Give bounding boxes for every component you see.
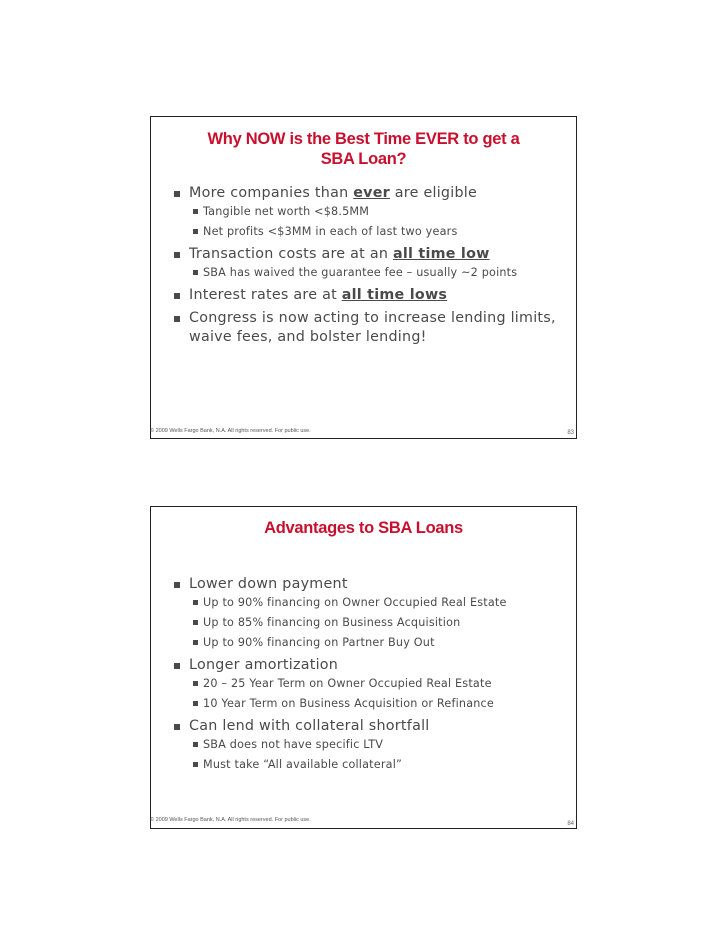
emphasis-all-time-lows: all time lows xyxy=(341,287,448,303)
sub-bullet: 10 Year Term on Business Acquisition or Refinance xyxy=(189,697,568,711)
bullet-list xyxy=(171,184,568,351)
slide-title xyxy=(151,129,576,169)
emphasis-all-time-low: all time low xyxy=(392,246,490,262)
bullet-text: Lower down payment xyxy=(189,576,348,592)
slide-title-line-1: Why NOW is the Best Time EVER to get a xyxy=(207,130,520,148)
emphasis-ever: ever xyxy=(353,185,390,201)
sub-bullet-list xyxy=(189,738,568,772)
bullet-lower-down-payment xyxy=(171,575,568,650)
bullet-longer-amortization xyxy=(171,656,568,711)
slide-84 xyxy=(150,506,577,829)
copyright-footer: © 2009 Wells Fargo Bank, N.A. All rights reserved. For public use. xyxy=(150,817,311,823)
sub-bullet: Up to 90% financing on Owner Occupied Real Estate xyxy=(189,596,568,610)
sub-bullet: 20 – 25 Year Term on Owner Occupied Real Estate xyxy=(189,677,568,691)
bullet-eligible xyxy=(171,184,568,239)
bullet-text: Interest rates are at xyxy=(189,287,342,303)
sub-bullet: SBA has waived the guarantee fee – usually ~2 points xyxy=(189,266,568,280)
bullet-text: Can lend with collateral shortfall xyxy=(189,718,430,734)
slide-title-line-2: SBA Loan? xyxy=(320,150,407,168)
sub-bullet-list xyxy=(189,205,568,239)
sub-bullet: Up to 90% financing on Partner Buy Out xyxy=(189,636,568,650)
sub-bullet: Must take “All available collateral” xyxy=(189,758,568,772)
page-number: 84 xyxy=(567,821,574,827)
slide-title: Advantages to SBA Loans xyxy=(264,519,463,537)
sub-bullet: Tangible net worth <$8.5MM xyxy=(189,205,568,219)
bullet-transaction-costs xyxy=(171,245,568,280)
sub-bullet-list xyxy=(189,677,568,711)
sub-bullet: Up to 85% financing on Business Acquisition xyxy=(189,616,568,630)
bullet-text: More companies than xyxy=(189,185,354,201)
bullet-text: Longer amortization xyxy=(189,657,339,673)
sub-bullet: Net profits <$3MM in each of last two years xyxy=(189,225,568,239)
bullet-interest-rates xyxy=(171,286,568,305)
bullet-text-line-2: waive fees, and bolster lending! xyxy=(189,329,427,345)
bullet-collateral-shortfall xyxy=(171,717,568,772)
bullet-text: are eligible xyxy=(389,185,478,201)
bullet-congress xyxy=(171,309,568,347)
sub-bullet: SBA does not have specific LTV xyxy=(189,738,568,752)
slide-83 xyxy=(150,116,577,439)
bullet-list xyxy=(171,575,568,778)
copyright-footer: © 2009 Wells Fargo Bank, N.A. All rights reserved. For public use. xyxy=(150,428,311,434)
page-number: 83 xyxy=(567,430,574,436)
sub-bullet-list xyxy=(189,266,568,280)
bullet-text: Transaction costs are at an xyxy=(189,246,393,262)
sub-bullet-list xyxy=(189,596,568,650)
bullet-text-line-1: Congress is now acting to increase lending limits, xyxy=(189,310,556,326)
